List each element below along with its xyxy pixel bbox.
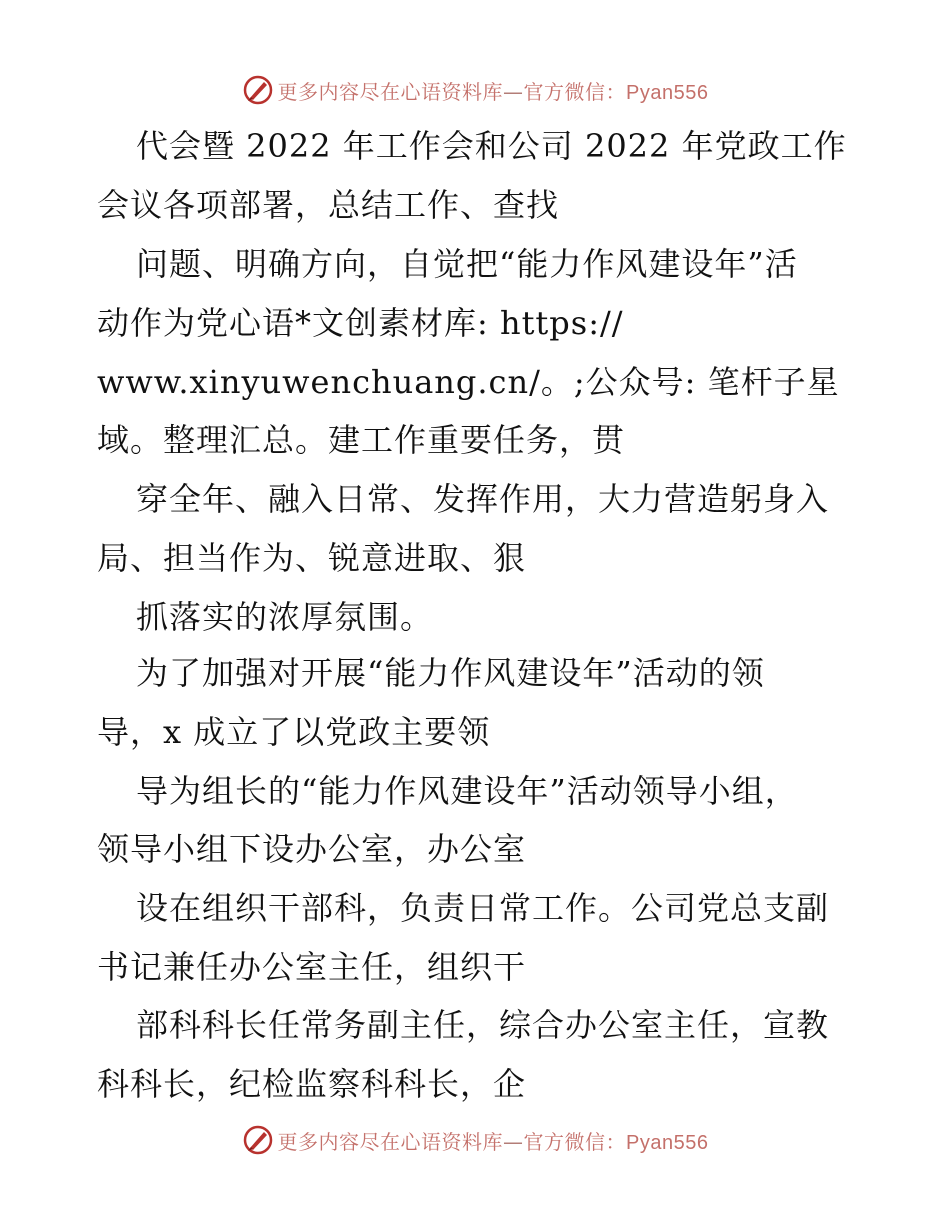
watermark-text bbox=[278, 76, 709, 105]
watermark-handle: Pyan556 bbox=[626, 1131, 709, 1154]
body-line: www.xinyuwenchuang.cn/。;公众号: 笔杆子星 bbox=[97, 363, 840, 401]
watermark-left-text: 更多内容尽在心语资料库 bbox=[277, 1129, 504, 1154]
watermark-right-text: 官方微信： bbox=[523, 1129, 627, 1154]
body-line: 导为组长的“能力作风建设年”活动领导小组， bbox=[136, 772, 798, 810]
body-line: 书记兼任办公室主任，组织干 bbox=[97, 948, 527, 986]
body-line: 动作为党心语*文创素材库: https:// bbox=[97, 304, 624, 342]
watermark-separator: — bbox=[503, 79, 524, 104]
body-line: 部科科长任常务副主任，综合办公室主任，宣教 bbox=[136, 1006, 830, 1044]
body-line: 抓落实的浓厚氛围。 bbox=[136, 598, 434, 636]
body-line: 会议各项部署，总结工作、查找 bbox=[97, 186, 560, 224]
footer-watermark-banner bbox=[0, 1120, 950, 1160]
body-line: 穿全年、融入日常、发挥作用，大力营造躬身入 bbox=[136, 480, 830, 518]
quill-pen-seal-icon bbox=[242, 1124, 274, 1156]
quill-pen-seal-icon bbox=[242, 74, 274, 106]
watermark-right-text: 官方微信： bbox=[523, 79, 627, 104]
body-line: 代会暨 2022 年工作会和公司 2022 年党政工作 bbox=[136, 127, 847, 165]
body-line: 导，x 成立了以党政主要领 bbox=[97, 713, 491, 751]
body-line: 域。整理汇总。建工作重要任务，贯 bbox=[97, 421, 626, 459]
watermark-left-text: 更多内容尽在心语资料库 bbox=[277, 79, 504, 104]
watermark-handle: Pyan556 bbox=[626, 81, 709, 104]
body-line: 领导小组下设办公室，办公室 bbox=[97, 830, 527, 868]
header-watermark-banner bbox=[0, 70, 950, 110]
body-line: 科科长，纪检监察科科长，企 bbox=[97, 1065, 527, 1103]
body-line: 为了加强对开展“能力作风建设年”活动的领 bbox=[136, 654, 765, 692]
body-line: 设在组织干部科，负责日常工作。公司党总支副 bbox=[136, 889, 830, 927]
watermark-separator: — bbox=[503, 1129, 524, 1154]
body-line: 局、担当作为、锐意进取、狠 bbox=[97, 539, 527, 577]
watermark-text bbox=[278, 1126, 709, 1155]
body-line: 问题、明确方向，自觉把“能力作风建设年”活 bbox=[136, 245, 798, 283]
